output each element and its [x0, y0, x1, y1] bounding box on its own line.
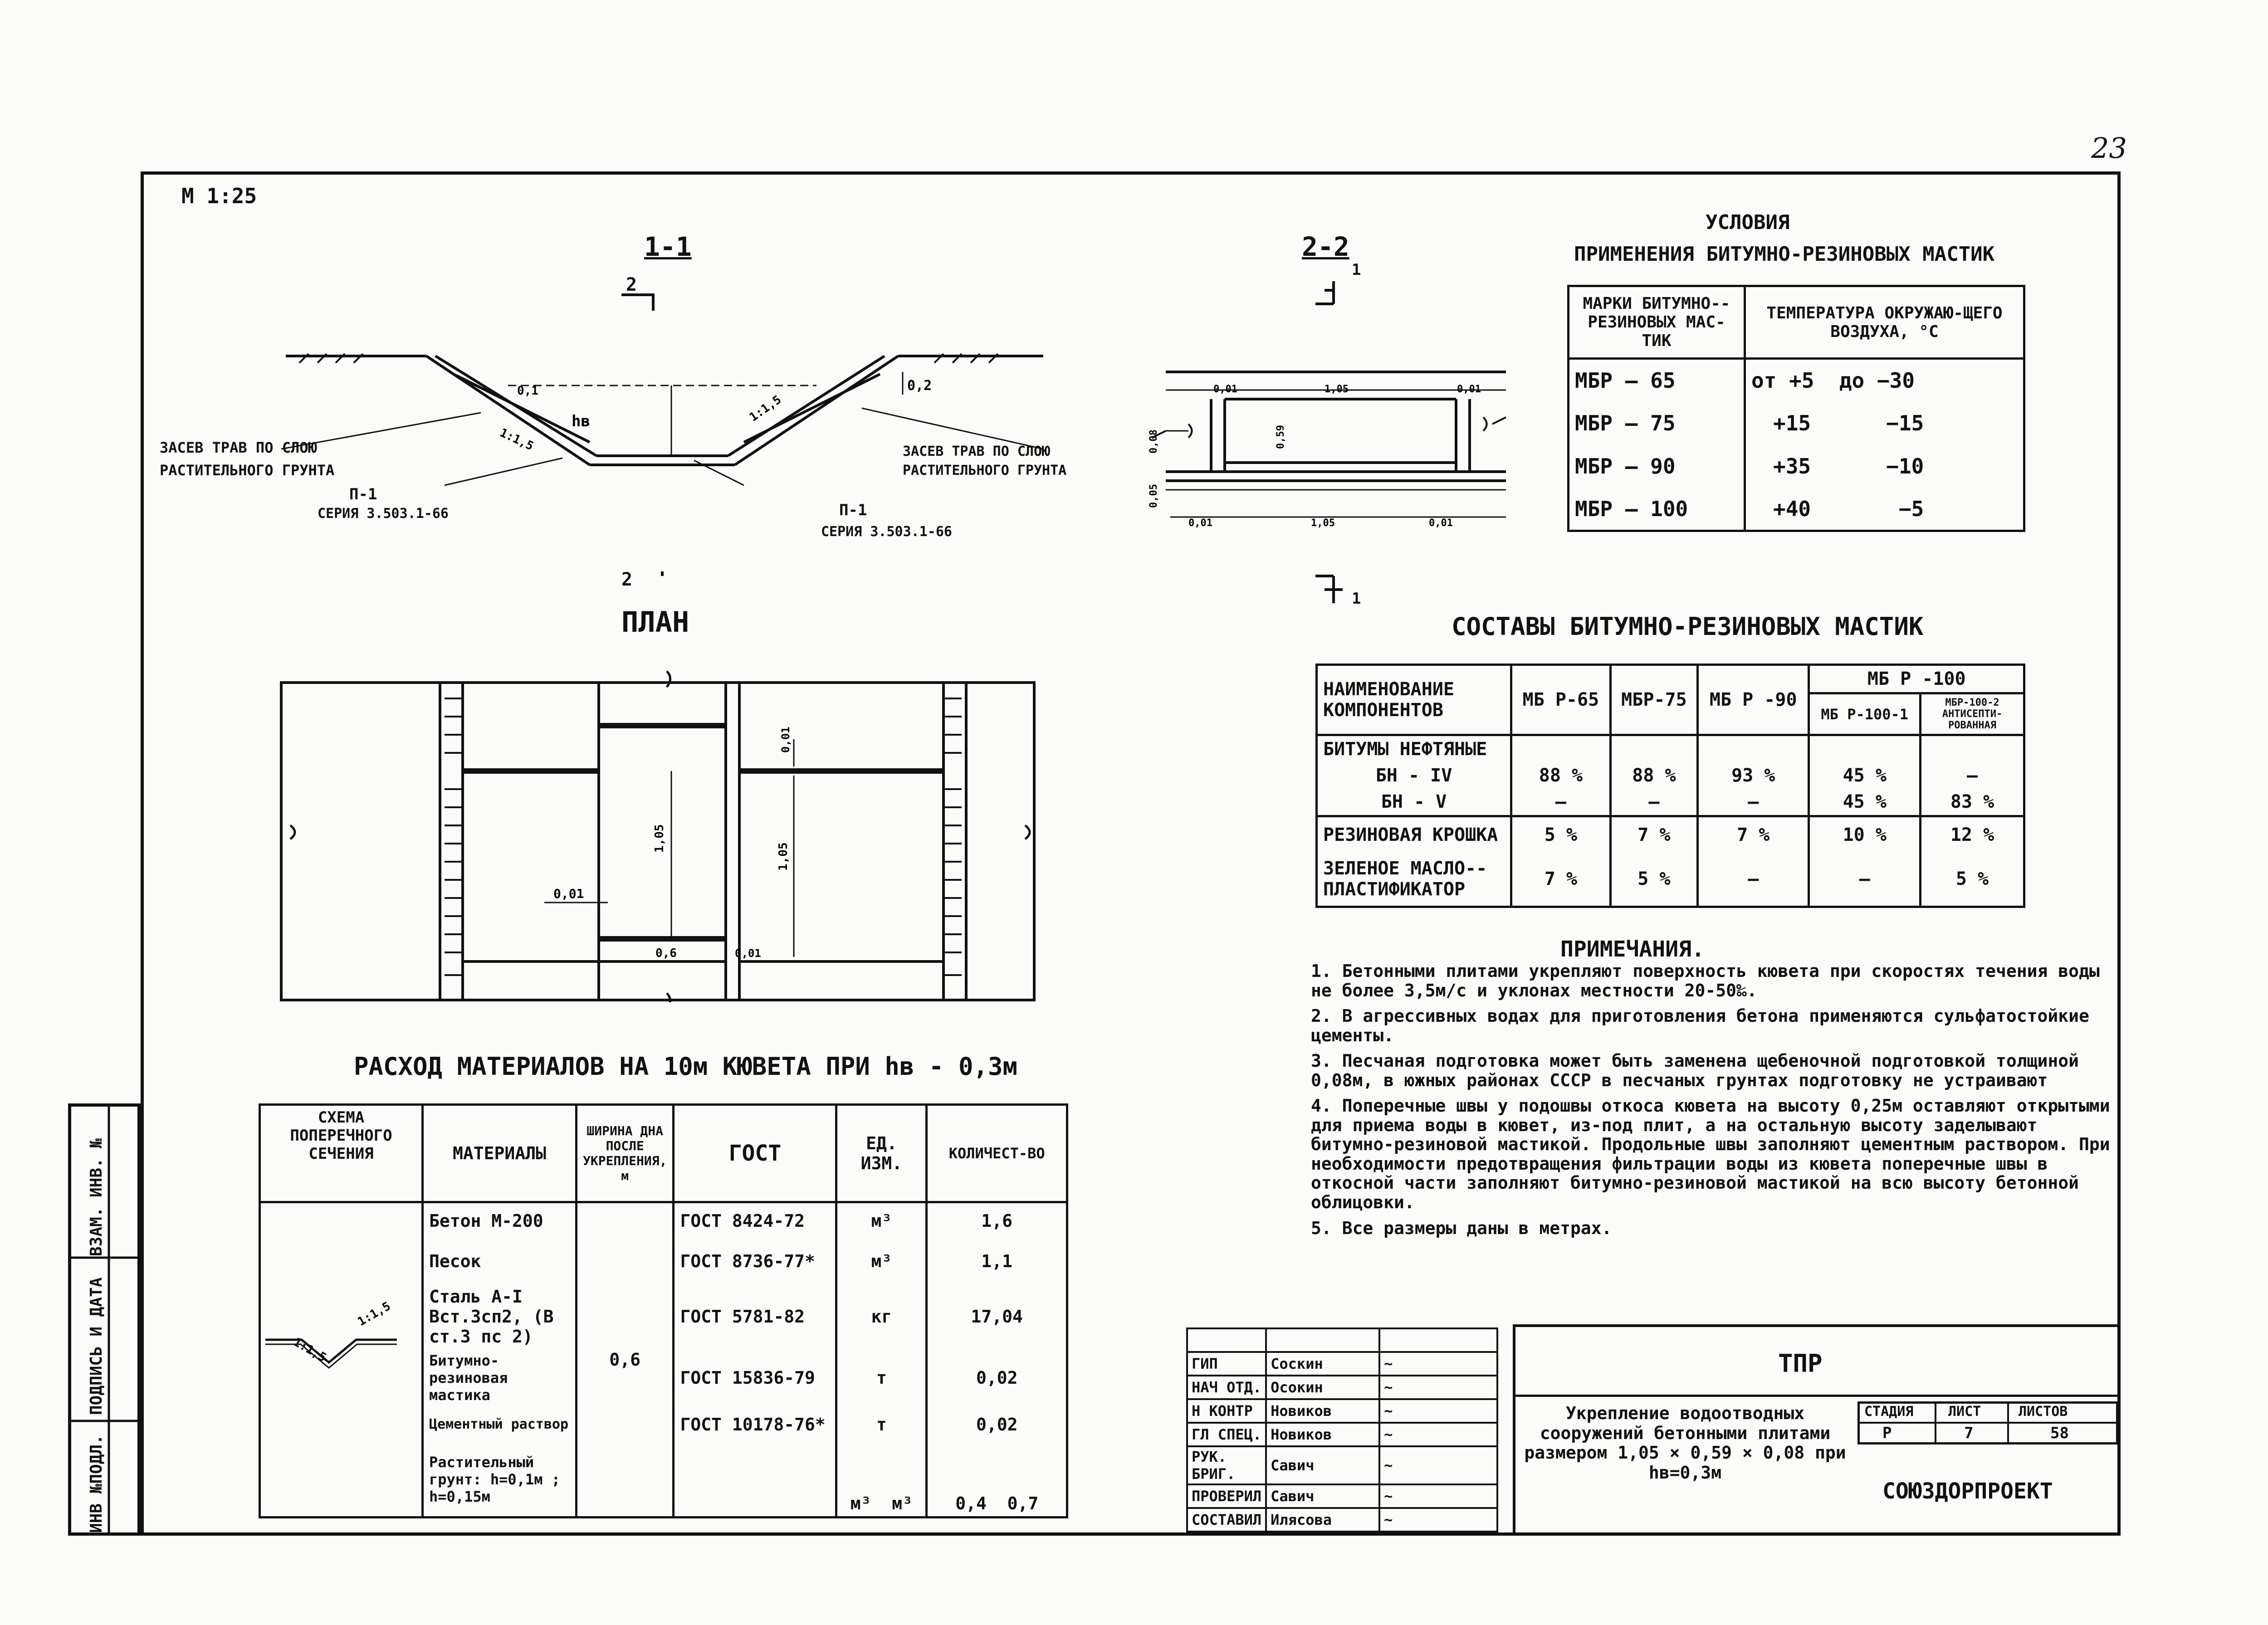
section-1-marker-bottom: 2: [621, 569, 633, 590]
comp-header-100-2: МБР-100-2 АНТИСЕПТИ-РОВАННАЯ: [1921, 693, 2024, 735]
comp-cell: 7 %: [1697, 816, 1809, 853]
section-1-hb: hв: [572, 412, 590, 430]
note-item: 3. Песчаная подготовка может быть заменена щебеночной подготовкой толщиной 0,08м, в южных районах СССР в песчаных грунтах подготовку не устраивают: [1311, 1051, 2079, 1090]
plan-dim-06: 0,6: [655, 947, 677, 960]
conditions-mark: МБР — 90: [1569, 445, 1745, 488]
mat-qty: 0,4 0,7: [927, 1443, 1067, 1518]
s2-dim-top-2: 1,05: [1325, 384, 1349, 395]
conditions-temp: +40 −5: [1745, 488, 2024, 531]
right-grass-note: ЗАСЕВ ТРАВ ПО СЛОЮ: [903, 444, 1051, 459]
tb-project: ТПР: [1778, 1349, 1823, 1378]
note-item: 5. Все размеры даны в метрах.: [1311, 1218, 1612, 1238]
mat-header-width: ШИРИНА ДНА ПОСЛЕ УКРЕПЛЕНИЯ, м: [577, 1105, 674, 1202]
mat-unit: кг: [836, 1284, 927, 1349]
tb-role: ГЛ СПЕЦ.: [1187, 1423, 1266, 1446]
mat-qty: 0,02: [927, 1406, 1067, 1443]
mat-material: Цементный раствор: [423, 1406, 577, 1443]
tb-stage-v2: [2007, 1401, 2009, 1444]
comp-header-100: МБ Р -100: [1809, 665, 2024, 693]
comp-cell: 93 %: [1697, 762, 1809, 789]
note-item: 4. Поперечные швы у подошвы откоса кювета на высоту 0,25м оставляют открытыми для приема воды в кювет, из-под плит, а на остальную высоту заделывают битумно-резиновой мастикой. Продольные швы заполняют цементным раствором. При необходимости предотвращения фильтрации воды из кювета поперечные швы в откосной части заполняют битумно-резиновой мастикой на всю высоту бетонной облицовки.: [1311, 1096, 2110, 1213]
section-1-dim-01: 0,1: [517, 384, 538, 398]
page-number: 23: [2091, 132, 2127, 165]
comp-spacer: [1921, 735, 2024, 763]
scale-label: М 1:25: [181, 184, 257, 208]
mat-gost: ГОСТ 10178-76*: [674, 1406, 836, 1443]
side-stamp-replace: ВЗАМ. ИНВ. №: [87, 1138, 106, 1256]
mat-qty: 1,6: [927, 1202, 1067, 1239]
tb-stage-label: СТАДИЯ: [1864, 1404, 1914, 1420]
left-p1-label: П-1: [349, 485, 377, 503]
tb-signature: ~: [1379, 1352, 1497, 1376]
mat-unit: м³ м³: [836, 1443, 927, 1518]
conditions-mark: МБР — 65: [1569, 359, 1745, 402]
right-grass-note-2: РАСТИТЕЛЬНОГО ГРУНТА: [903, 463, 1067, 478]
comp-cell: 88 %: [1610, 762, 1697, 789]
mat-gost: ГОСТ 15836-79: [674, 1349, 836, 1406]
plan-dim-001a: 0,01: [553, 886, 584, 901]
side-stamp-inv: ИНВ №ПОДЛ.: [87, 1435, 106, 1533]
plan-dim-105a: 1,05: [653, 824, 666, 853]
plan-dim-001b: 0,01: [779, 727, 792, 753]
conditions-header-marks: МАРКИ БИТУМНО--РЕЗИНОВЫХ МАС-ТИК: [1569, 286, 1745, 359]
conditions-mark: МБР — 100: [1569, 488, 1745, 531]
comp-cell: 83 %: [1921, 789, 2024, 816]
tb-role: ПРОВЕРИЛ: [1187, 1484, 1266, 1508]
mat-material: Битумно-резиновая мастика: [423, 1349, 577, 1406]
comp-header-75: МБР-75: [1610, 665, 1697, 735]
mat-unit: м³: [836, 1239, 927, 1284]
conditions-mark: МБР — 75: [1569, 402, 1745, 445]
mat-material: Растительный грунт: h=0,1м ; h=0,15м: [423, 1443, 577, 1518]
note-item: 1. Бетонными плитами укрепляют поверхность кювета при скоростях течения воды не более 3,5м/с и уклонах местности 20-50‰.: [1311, 961, 2100, 1000]
compositions-title: СОСТАВЫ БИТУМНО-РЕЗИНОВЫХ МАСТИК: [1452, 612, 1924, 641]
comp-spacer: [1610, 735, 1697, 763]
comp-cell: 7 %: [1511, 853, 1611, 907]
title-block-roles: [1186, 1327, 1498, 1532]
plan-dim-105b: 1,05: [777, 842, 790, 871]
comp-spacer: [1809, 735, 1921, 763]
comp-cell: —: [1697, 853, 1809, 907]
comp-cell: 45 %: [1809, 762, 1921, 789]
tb-signature: ~: [1379, 1399, 1497, 1423]
tb-role: НАЧ ОТД.: [1187, 1376, 1266, 1399]
tb-spacer: [1379, 1328, 1497, 1352]
tb-signature: ~: [1379, 1446, 1497, 1484]
comp-cell: 10 %: [1809, 816, 1921, 853]
mat-qty: 1,1: [927, 1239, 1067, 1284]
tb-role: ГИП: [1187, 1352, 1266, 1376]
side-stamp-lines: [68, 1103, 141, 1536]
mat-header-materials: МАТЕРИАЛЫ: [423, 1105, 577, 1202]
mat-header-scheme: СХЕМА ПОПЕРЕЧНОГО СЕЧЕНИЯ: [260, 1105, 423, 1202]
tb-sheet-label: ЛИСТ: [1948, 1404, 1981, 1420]
s2-dim-top-3: 0,01: [1457, 384, 1481, 395]
comp-cell: 5 %: [1921, 853, 2024, 907]
section-1-dim-02: 0,2: [907, 378, 932, 394]
section-1-slope-right: 1:1,5: [747, 393, 784, 425]
tb-name: Илясова: [1266, 1508, 1379, 1532]
left-grass-note: ЗАСЕВ ТРАВ ПО СЛОЮ: [160, 439, 317, 456]
mat-material: Бетон М-200: [423, 1202, 577, 1239]
tb-signature: ~: [1379, 1484, 1497, 1508]
mat-scheme-slope-left: 1:1,5: [291, 1335, 329, 1365]
tb-stage: Р: [1882, 1424, 1892, 1442]
section-2-marker-top: 1: [1352, 261, 1361, 279]
mat-unit: т: [836, 1349, 927, 1406]
s2-dim-bot-1: 0,01: [1188, 517, 1212, 529]
tb-sheets-label: ЛИСТОВ: [2019, 1404, 2068, 1420]
side-stamp-sign: ПОДПИСЬ И ДАТА: [87, 1277, 106, 1415]
tb-signature: ~: [1379, 1508, 1497, 1532]
comp-cell: —: [1921, 762, 2024, 789]
conditions-title-2: ПРИМЕНЕНИЯ БИТУМНО-РЕЗИНОВЫХ МАСТИК: [1574, 243, 1995, 266]
plan-title: ПЛАН: [621, 605, 689, 639]
tb-name: Савич: [1266, 1446, 1379, 1484]
section-2-title: 2-2: [1302, 231, 1349, 262]
comp-header-90: МБ Р -90: [1697, 665, 1809, 735]
tb-stage-mid: [1857, 1422, 2118, 1424]
comp-cell: —: [1610, 789, 1697, 816]
comp-header-100-1: МБ Р-100-1: [1809, 693, 1921, 735]
tb-signature: ~: [1379, 1423, 1497, 1446]
mat-header-qty: КОЛИЧЕСТ-ВО: [927, 1105, 1067, 1202]
comp-spacer: [1697, 735, 1809, 763]
comp-cell: —: [1697, 789, 1809, 816]
mat-qty: 17,04: [927, 1284, 1067, 1349]
note-item: 2. В агрессивных водах для приготовления бетона применяются сульфатостойкие цементы.: [1311, 1006, 2089, 1045]
plan-drawing: [272, 662, 1057, 1002]
conditions-header-temp: ТЕМПЕРАТУРА ОКРУЖАЮ-ЩЕГО ВОЗДУХА, °С: [1745, 286, 2024, 359]
comp-row3-name: ЗЕЛЕНОЕ МАСЛО--ПЛАСТИФИКАТОР: [1317, 853, 1511, 907]
title-block-divider: [1513, 1395, 2121, 1397]
comp-cell: 5 %: [1511, 816, 1611, 853]
comp-cell: —: [1809, 853, 1921, 907]
tb-name: Савич: [1266, 1484, 1379, 1508]
right-p1-label: П-1: [839, 501, 867, 519]
mat-material: Сталь А-I Вст.3сп2, (В ст.3 пс 2): [423, 1284, 577, 1349]
mat-scheme-sketch: [261, 1290, 406, 1426]
mat-header-unit: ЕД. ИЗМ.: [836, 1105, 927, 1202]
tb-description: Укрепление водоотводных сооружений бетонными плитами размером 1,05 × 0,59 × 0,08 при hв=0,3м: [1524, 1403, 1846, 1483]
tb-name: Соскин: [1266, 1352, 1379, 1376]
mat-unit: т: [836, 1406, 927, 1443]
comp-header-65: МБ Р-65: [1511, 665, 1611, 735]
s2-dim-bot-3: 0,01: [1429, 517, 1453, 529]
s2-dim-005: 0,05: [1148, 484, 1159, 508]
tb-spacer: [1187, 1328, 1266, 1352]
mat-gost: ГОСТ 5781-82: [674, 1284, 836, 1349]
comp-header-name: НАИМЕНОВАНИЕ КОМПОНЕНТОВ: [1317, 665, 1511, 735]
comp-cell: 45 %: [1809, 789, 1921, 816]
comp-cell: 7 %: [1610, 816, 1697, 853]
left-p1-series: СЕРИЯ 3.503.1-66: [318, 506, 449, 522]
materials-table: [259, 1103, 1068, 1518]
conditions-title-1: УСЛОВИЯ: [1706, 211, 1790, 234]
left-grass-note-2: РАСТИТЕЛЬНОГО ГРУНТА: [160, 462, 335, 479]
mat-scheme-cell: [260, 1202, 423, 1518]
tb-name: Новиков: [1266, 1399, 1379, 1423]
mat-qty: 0,02: [927, 1349, 1067, 1406]
section-1-marker-top: 2: [626, 274, 637, 295]
mat-width-value: 0,6: [577, 1202, 674, 1518]
notes-block: [1311, 961, 2114, 1244]
plan-dim-001c: 0,01: [735, 947, 761, 960]
tb-org: СОЮЗДОРПРОЕКТ: [1882, 1479, 2053, 1504]
conditions-table: [1567, 285, 2025, 532]
comp-row1b-name: БН - V: [1317, 789, 1511, 816]
notes-title: ПРИМЕЧАНИЯ.: [1560, 937, 1705, 962]
s2-dim-059: 0,59: [1275, 425, 1286, 449]
comp-cell: 12 %: [1921, 816, 2024, 853]
comp-spacer: [1511, 735, 1611, 763]
tb-name: Осокин: [1266, 1376, 1379, 1399]
comp-cell: —: [1511, 789, 1611, 816]
mat-gost: [674, 1443, 836, 1518]
mat-gost: ГОСТ 8424-72: [674, 1202, 836, 1239]
section-2-drawing: [1134, 263, 1515, 608]
mat-gost: ГОСТ 8736-77*: [674, 1239, 836, 1284]
tb-spacer: [1266, 1328, 1379, 1352]
tb-stage-v1: [1935, 1401, 1936, 1444]
section-1-title: 1-1: [644, 231, 692, 262]
comp-row1-name: БИТУМЫ НЕФТЯНЫЕ: [1317, 735, 1511, 763]
right-p1-series: СЕРИЯ 3.503.1-66: [821, 524, 952, 540]
tb-name: Новиков: [1266, 1423, 1379, 1446]
comp-cell: 88 %: [1511, 762, 1611, 789]
mat-header-gost: ГОСТ: [674, 1105, 836, 1202]
tb-sheet: 7: [1964, 1424, 1974, 1442]
tb-role: СОСТАВИЛ: [1187, 1508, 1266, 1532]
comp-row2-name: РЕЗИНОВАЯ КРОШКА: [1317, 816, 1511, 853]
s2-dim-top-1: 0,01: [1213, 384, 1237, 395]
conditions-temp: от +5 до −30: [1745, 359, 2024, 402]
comp-row1a-name: БН - IV: [1317, 762, 1511, 789]
tb-role: РУК. БРИГ.: [1187, 1446, 1266, 1484]
tb-signature: ~: [1379, 1376, 1497, 1399]
section-1-slope-left: 1:1,5: [498, 426, 536, 454]
conditions-temp: +35 −10: [1745, 445, 2024, 488]
s2-dim-bot-2: 1,05: [1311, 517, 1335, 529]
section-2-marker-bottom: 1: [1352, 590, 1361, 608]
mat-material: Песок: [423, 1239, 577, 1284]
compositions-table: [1315, 664, 2025, 908]
mat-scheme-slope-right: 1:1,5: [355, 1299, 393, 1329]
mat-unit: м³: [836, 1202, 927, 1239]
conditions-temp: +15 −15: [1745, 402, 2024, 445]
s2-dim-008: 0,08: [1148, 429, 1159, 454]
tb-role: Н КОНТР: [1187, 1399, 1266, 1423]
tb-sheets: 58: [2050, 1424, 2069, 1442]
materials-title: РАСХОД МАТЕРИАЛОВ НА 10м КЮВЕТА ПРИ hв - 0,3м: [354, 1052, 1017, 1081]
comp-cell: 5 %: [1610, 853, 1697, 907]
